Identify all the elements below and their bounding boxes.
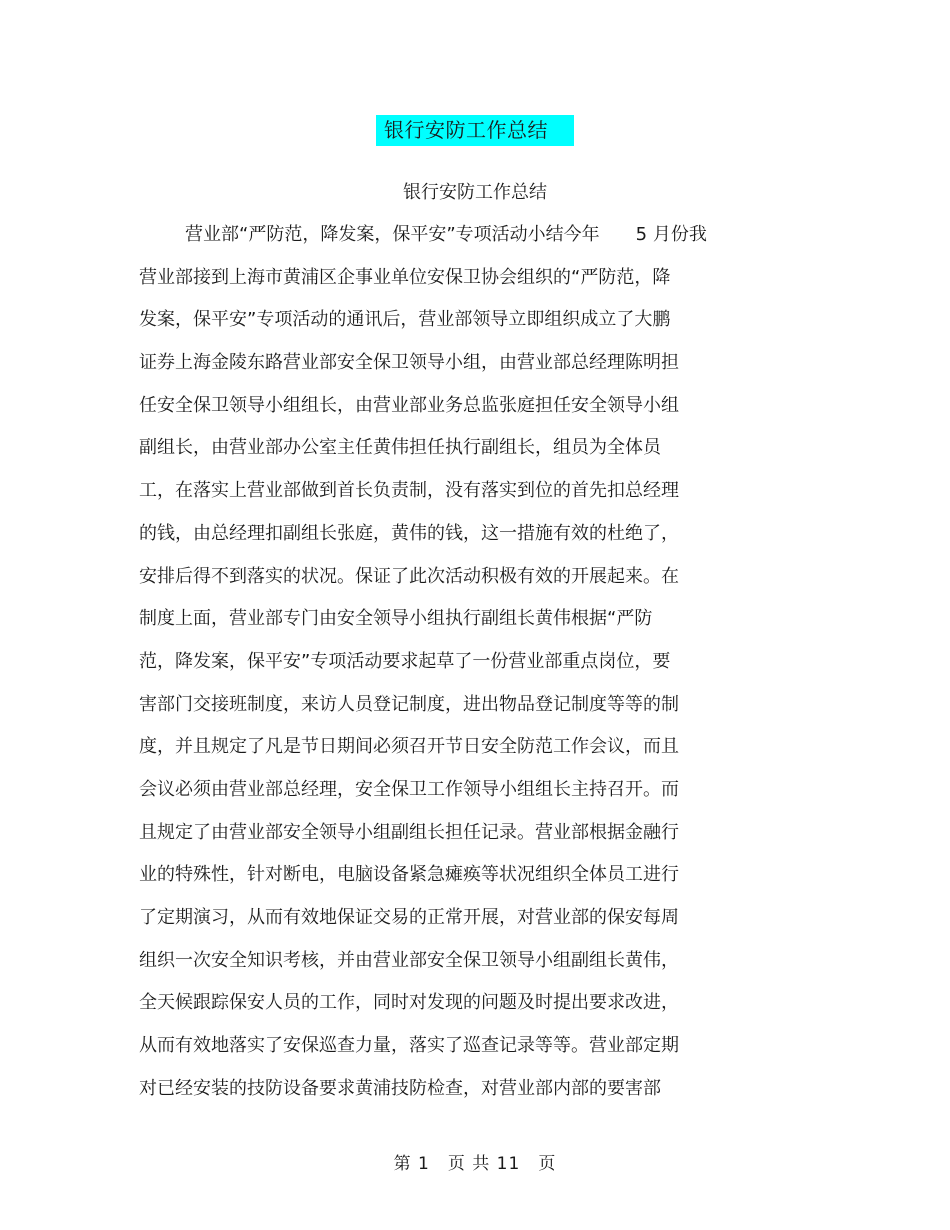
body-line: 对已经安装的技防设备要求黄浦技防检查，对营业部内部的要害部: [139, 1077, 661, 1099]
body-line: 业的特殊性，针对断电，电脑设备紧急瘫痪等状况组织全体员工进行: [139, 864, 679, 886]
body-line: 营业部接到上海市黄浦区企事业单位安保卫协会组织的“严防范，降: [139, 266, 671, 288]
body-line: 发案，保平安”专项活动的通讯后，营业部领导立即组织成立了大鹏: [139, 309, 671, 331]
body-line: 组织一次安全知识考核，并由营业部安全保卫领导小组副组长黄伟，: [139, 949, 679, 971]
body-line: 范，降发案，保平安”专项活动要求起草了一份营业部重点岗位，要: [139, 650, 671, 672]
page-number-footer: 第 1 页 共 11 页: [393, 1154, 557, 1174]
body-line: 全天候跟踪保安人员的工作，同时对发现的问题及时提出要求改进，: [139, 992, 679, 1014]
body-line: 害部门交接班制度，来访人员登记制度，进出物品登记制度等等的制: [139, 693, 679, 715]
body-line: 工，在落实上营业部做到首长负责制，没有落实到位的首先扣总经理: [139, 480, 679, 502]
body-line: 的钱，由总经理扣副组长张庭，黄伟的钱，这一措施有效的杜绝了，: [139, 522, 679, 544]
body-line: 且规定了由营业部安全领导小组副组长担任记录。营业部根据金融行: [139, 821, 679, 843]
body-line: 证券上海金陵东路营业部安全保卫领导小组，由营业部总经理陈明担: [139, 352, 679, 374]
body-line: 度，并且规定了凡是节日期间必须召开节日安全防范工作会议，而且: [139, 736, 679, 758]
document-title: 银行安防工作总结: [376, 115, 574, 146]
body-line: 制度上面，营业部专门由安全领导小组执行副组长黄伟根据“严防: [139, 608, 653, 630]
body-line: 任安全保卫领导小组组长，由营业部业务总监张庭担任安全领导小组: [139, 394, 679, 416]
body-line: 从而有效地落实了安保巡查力量，落实了巡查记录等等。营业部定期: [139, 1035, 679, 1057]
document-body: [139, 218, 799, 1114]
document-subtitle: 银行安防工作总结: [403, 182, 547, 203]
body-line: 副组长，由营业部办公室主任黄伟担任执行副组长，组员为全体员: [139, 437, 661, 459]
body-line: 会议必须由营业部总经理，安全保卫工作领导小组组长主持召开。而: [139, 778, 679, 800]
body-line: 营业部“严防范，降发案，保平安”专项活动小结今年 5 月份我: [185, 224, 707, 245]
body-line: 安排后得不到落实的状况。保证了此次活动积极有效的开展起来。在: [139, 565, 679, 587]
body-line: 了定期演习，从而有效地保证交易的正常开展，对营业部的保安每周: [139, 907, 679, 928]
